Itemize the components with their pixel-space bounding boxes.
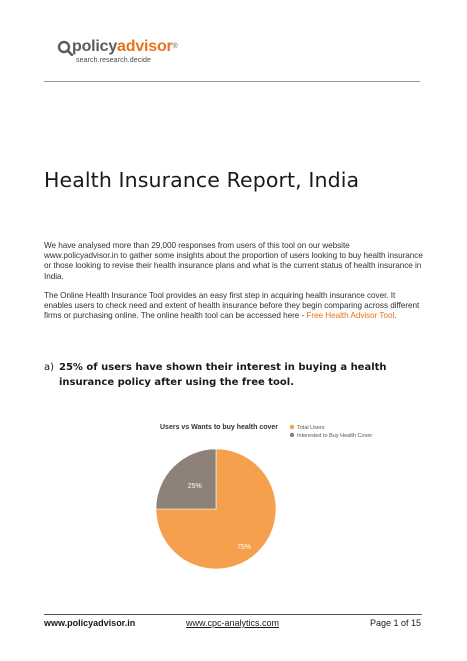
legend-label-0: Total Users: [297, 425, 325, 431]
footer-analytics-link[interactable]: www.cpc-analytics.com: [186, 618, 280, 628]
header-divider: [44, 81, 420, 82]
list-marker: a): [44, 362, 55, 373]
legend-label-1: Interested to Buy Health Cover: [297, 433, 373, 439]
free-health-advisor-tool-link[interactable]: Free Health Advisor Tool: [306, 311, 395, 321]
intro-paragraph: We have analysed more than 29,000 responses from users of this tool on our website www.policyadvisor.in to gather some insights about the proportion of users looking to buy health insurance or those looking to revise their health insurance plans and what is the current status of health insurance in India.: [44, 241, 423, 281]
pie-label-total-users: 75%: [236, 544, 252, 551]
pie-label-interested-to-buy: 25%: [187, 482, 202, 490]
policyadvisor-logo[interactable]: [57, 38, 177, 72]
tool-paragraph: [44, 291, 424, 322]
document-title: Health Insurance Report, India: [44, 168, 360, 192]
footer-divider: [44, 614, 422, 615]
legend-swatch-1: [290, 433, 294, 437]
pie-chart-svg: [140, 415, 400, 575]
finding-text: 25% of users have shown their interest in buying a health insurance policy after using the free tool.: [59, 362, 387, 388]
logo-tagline: search.research.decide: [76, 57, 151, 64]
tool-paragraph-text: The Online Health Insurance Tool provides an easy first step in acquiring health insurance cover. It enables users to check need and extent of health insurance before they begin comparing across different firms or purchasing online. The online health tool can be accessed here -: [44, 291, 420, 321]
magnifier-icon: [57, 40, 73, 56]
page-number: Page 1 of 15: [370, 618, 422, 628]
pie-slice-interested-to-buy: [156, 449, 216, 509]
footer-website[interactable]: www.policyadvisor.in: [44, 618, 136, 628]
tool-paragraph-end: .: [394, 311, 397, 321]
users-pie-chart: [140, 415, 400, 575]
logo-part-policy: policy: [72, 38, 118, 55]
logo-registered-mark: ®: [172, 43, 178, 50]
logo-wordmark: [72, 37, 178, 57]
chart-title: Users vs Wants to buy health cover: [160, 424, 278, 431]
legend-swatch-0: [290, 425, 294, 429]
logo-part-advisor: advisor: [117, 38, 173, 55]
